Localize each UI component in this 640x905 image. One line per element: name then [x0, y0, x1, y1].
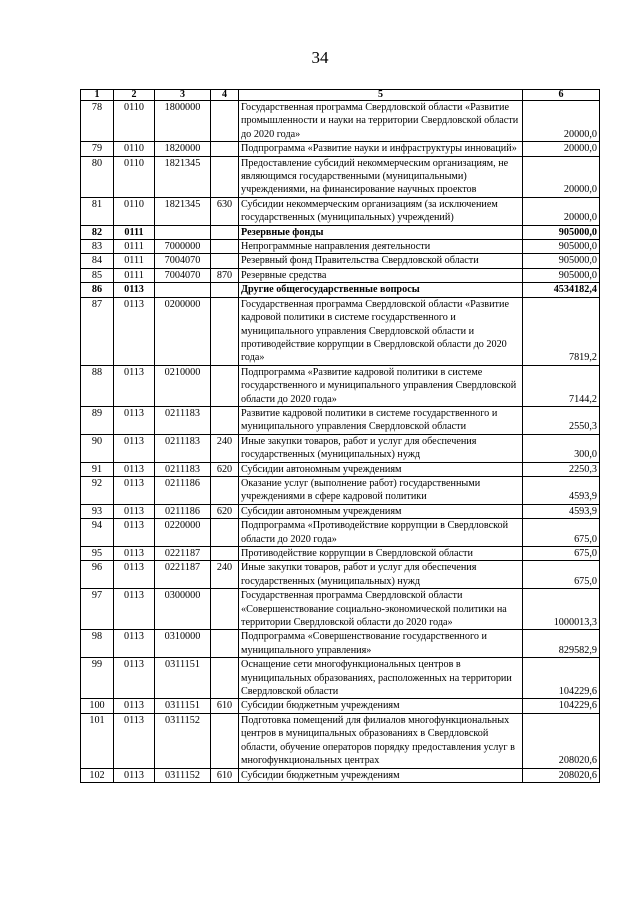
article-code-cell: 0311152 [155, 768, 211, 782]
expense-type-cell [211, 713, 239, 768]
table-row [81, 561, 600, 589]
article-code-cell: 0211183 [155, 406, 211, 434]
item-name-cell: Государственная программа Свердловской области «Развитие промышленности и науки на территории Свердловской области до 2020 года» [239, 101, 523, 142]
article-code-cell: 1800000 [155, 101, 211, 142]
section-code-cell: 0113 [114, 476, 155, 504]
section-code-cell: 0113 [114, 283, 155, 297]
row-number-cell: 97 [81, 589, 114, 630]
table-row [81, 197, 600, 225]
item-name-cell: Подпрограмма «Развитие науки и инфраструктуры инноваций» [239, 142, 523, 156]
expense-type-cell [211, 225, 239, 239]
row-number-cell: 87 [81, 297, 114, 365]
amount-cell: 905000,0 [523, 240, 600, 254]
article-code-cell: 0311151 [155, 658, 211, 699]
section-code-cell: 0110 [114, 142, 155, 156]
table-row [81, 297, 600, 365]
article-code-cell [155, 283, 211, 297]
expense-type-cell [211, 406, 239, 434]
column-header: 6 [523, 90, 600, 101]
item-name-cell: Подпрограмма «Противодействие коррупции в Свердловской области до 2020 года» [239, 519, 523, 547]
table-row [81, 283, 600, 297]
section-code-cell: 0113 [114, 365, 155, 406]
article-code-cell: 0311152 [155, 713, 211, 768]
expense-type-cell [211, 476, 239, 504]
table-row [81, 462, 600, 476]
amount-cell: 7819,2 [523, 297, 600, 365]
section-code-cell: 0113 [114, 589, 155, 630]
amount-cell: 7144,2 [523, 365, 600, 406]
item-name-cell: Оказание услуг (выполнение работ) государственными учреждениями в сфере кадровой политики [239, 476, 523, 504]
item-name-cell: Субсидии автономным учреждениям [239, 462, 523, 476]
table-row [81, 434, 600, 462]
table-row [81, 156, 600, 197]
section-code-cell: 0113 [114, 406, 155, 434]
section-code-cell: 0113 [114, 462, 155, 476]
table-row [81, 268, 600, 282]
item-name-cell: Другие общегосударственные вопросы [239, 283, 523, 297]
amount-cell: 20000,0 [523, 156, 600, 197]
article-code-cell: 0200000 [155, 297, 211, 365]
item-name-cell: Оснащение сети многофункциональных центров в муниципальных образованиях, расположенных на территории Свердловской области [239, 658, 523, 699]
row-number-cell: 99 [81, 658, 114, 699]
amount-cell: 675,0 [523, 547, 600, 561]
section-code-cell: 0113 [114, 630, 155, 658]
section-code-cell: 0113 [114, 297, 155, 365]
expense-type-cell [211, 142, 239, 156]
amount-cell: 829582,9 [523, 630, 600, 658]
table-row [81, 240, 600, 254]
item-name-cell: Предоставление субсидий некоммерческим организациям, не являющимся государственными (муниципальными) учреждениями, на финансирование научных проектов [239, 156, 523, 197]
row-number-cell: 94 [81, 519, 114, 547]
article-code-cell: 0211186 [155, 476, 211, 504]
column-header: 3 [155, 90, 211, 101]
expense-type-cell [211, 240, 239, 254]
expense-type-cell [211, 547, 239, 561]
amount-cell: 104229,6 [523, 699, 600, 713]
table-row [81, 547, 600, 561]
row-number-cell: 95 [81, 547, 114, 561]
article-code-cell: 0311151 [155, 699, 211, 713]
row-number-cell: 91 [81, 462, 114, 476]
row-number-cell: 93 [81, 504, 114, 518]
article-code-cell: 0211183 [155, 462, 211, 476]
expense-type-cell: 620 [211, 504, 239, 518]
article-code-cell: 0220000 [155, 519, 211, 547]
row-number-cell: 100 [81, 699, 114, 713]
article-code-cell: 7004070 [155, 254, 211, 268]
row-number-cell: 92 [81, 476, 114, 504]
table-row [81, 519, 600, 547]
table-row [81, 225, 600, 239]
amount-cell: 208020,6 [523, 713, 600, 768]
article-code-cell: 1821345 [155, 197, 211, 225]
article-code-cell: 0310000 [155, 630, 211, 658]
article-code-cell: 0300000 [155, 589, 211, 630]
amount-cell: 905000,0 [523, 254, 600, 268]
row-number-cell: 88 [81, 365, 114, 406]
item-name-cell: Противодействие коррупции в Свердловской области [239, 547, 523, 561]
table-row [81, 254, 600, 268]
item-name-cell: Субсидии некоммерческим организациям (за исключением государственных (муниципальных) учреждений) [239, 197, 523, 225]
expense-type-cell [211, 156, 239, 197]
amount-cell: 20000,0 [523, 142, 600, 156]
row-number-cell: 79 [81, 142, 114, 156]
table-row [81, 406, 600, 434]
amount-cell: 905000,0 [523, 268, 600, 282]
expense-type-cell [211, 658, 239, 699]
section-code-cell: 0113 [114, 434, 155, 462]
table-row [81, 630, 600, 658]
expense-type-cell [211, 254, 239, 268]
table-row [81, 699, 600, 713]
item-name-cell: Иные закупки товаров, работ и услуг для обеспечения государственных (муниципальных) нужд [239, 434, 523, 462]
row-number-cell: 83 [81, 240, 114, 254]
expense-type-cell: 630 [211, 197, 239, 225]
section-code-cell: 0110 [114, 197, 155, 225]
item-name-cell: Резервный фонд Правительства Свердловской области [239, 254, 523, 268]
row-number-cell: 89 [81, 406, 114, 434]
section-code-cell: 0113 [114, 547, 155, 561]
section-code-cell: 0113 [114, 658, 155, 699]
item-name-cell: Резервные средства [239, 268, 523, 282]
amount-cell: 2550,3 [523, 406, 600, 434]
article-code-cell: 7000000 [155, 240, 211, 254]
amount-cell: 4534182,4 [523, 283, 600, 297]
table-row [81, 768, 600, 782]
row-number-cell: 81 [81, 197, 114, 225]
article-code-cell: 0211183 [155, 434, 211, 462]
amount-cell: 2250,3 [523, 462, 600, 476]
table-row [81, 504, 600, 518]
article-code-cell: 1820000 [155, 142, 211, 156]
expense-type-cell: 240 [211, 434, 239, 462]
expense-type-cell: 870 [211, 268, 239, 282]
item-name-cell: Государственная программа Свердловской области «Развитие кадровой политики в системе государственного и муниципального управления Свердловской области и противодействие коррупции в Свердловской области до 2020 года» [239, 297, 523, 365]
column-header: 2 [114, 90, 155, 101]
row-number-cell: 84 [81, 254, 114, 268]
section-code-cell: 0111 [114, 240, 155, 254]
row-number-cell: 82 [81, 225, 114, 239]
item-name-cell: Подготовка помещений для филиалов многофункциональных центров в муниципальных образованиях в Свердловской области, обучение операторов порядку предоставления услуг в многофункциональных центрах [239, 713, 523, 768]
amount-cell: 675,0 [523, 519, 600, 547]
expense-type-cell [211, 101, 239, 142]
table-row [81, 658, 600, 699]
expense-type-cell [211, 630, 239, 658]
article-code-cell: 0221187 [155, 561, 211, 589]
table-header-row [81, 90, 600, 101]
budget-table [80, 89, 600, 783]
item-name-cell: Резервные фонды [239, 225, 523, 239]
section-code-cell: 0110 [114, 156, 155, 197]
amount-cell: 4593,9 [523, 504, 600, 518]
amount-cell: 300,0 [523, 434, 600, 462]
table-row [81, 142, 600, 156]
article-code-cell [155, 225, 211, 239]
item-name-cell: Субсидии бюджетным учреждениям [239, 699, 523, 713]
table-row [81, 589, 600, 630]
item-name-cell: Субсидии автономным учреждениям [239, 504, 523, 518]
amount-cell: 20000,0 [523, 197, 600, 225]
item-name-cell: Государственная программа Свердловской области «Совершенствование социально-экономической политики на территории Свердловской области до 2020 года» [239, 589, 523, 630]
section-code-cell: 0111 [114, 254, 155, 268]
section-code-cell: 0113 [114, 519, 155, 547]
section-code-cell: 0113 [114, 504, 155, 518]
section-code-cell: 0113 [114, 713, 155, 768]
table-row [81, 365, 600, 406]
article-code-cell: 0211186 [155, 504, 211, 518]
amount-cell: 1000013,3 [523, 589, 600, 630]
row-number-cell: 96 [81, 561, 114, 589]
item-name-cell: Субсидии бюджетным учреждениям [239, 768, 523, 782]
section-code-cell: 0113 [114, 699, 155, 713]
item-name-cell: Подпрограмма «Совершенствование государственного и муниципального управления» [239, 630, 523, 658]
expense-type-cell [211, 365, 239, 406]
row-number-cell: 98 [81, 630, 114, 658]
column-header: 4 [211, 90, 239, 101]
expense-type-cell: 240 [211, 561, 239, 589]
row-number-cell: 101 [81, 713, 114, 768]
column-header: 5 [239, 90, 523, 101]
amount-cell: 675,0 [523, 561, 600, 589]
table-row [81, 713, 600, 768]
expense-type-cell [211, 297, 239, 365]
article-code-cell: 0221187 [155, 547, 211, 561]
expense-type-cell [211, 519, 239, 547]
table-row [81, 476, 600, 504]
expense-type-cell: 620 [211, 462, 239, 476]
article-code-cell: 1821345 [155, 156, 211, 197]
item-name-cell: Подпрограмма «Развитие кадровой политики в системе государственного и муниципального управления Свердловской области до 2020 года» [239, 365, 523, 406]
article-code-cell: 7004070 [155, 268, 211, 282]
item-name-cell: Развитие кадровой политики в системе государственного и муниципального управления Свердловской области [239, 406, 523, 434]
row-number-cell: 78 [81, 101, 114, 142]
article-code-cell: 0210000 [155, 365, 211, 406]
section-code-cell: 0113 [114, 768, 155, 782]
amount-cell: 905000,0 [523, 225, 600, 239]
section-code-cell: 0111 [114, 268, 155, 282]
expense-type-cell: 610 [211, 699, 239, 713]
section-code-cell: 0113 [114, 561, 155, 589]
row-number-cell: 102 [81, 768, 114, 782]
section-code-cell: 0110 [114, 101, 155, 142]
page-number: 34 [311, 48, 329, 67]
row-number-cell: 85 [81, 268, 114, 282]
amount-cell: 104229,6 [523, 658, 600, 699]
item-name-cell: Непрограммные направления деятельности [239, 240, 523, 254]
item-name-cell: Иные закупки товаров, работ и услуг для обеспечения государственных (муниципальных) нужд [239, 561, 523, 589]
table-row [81, 101, 600, 142]
section-code-cell: 0111 [114, 225, 155, 239]
expense-type-cell [211, 589, 239, 630]
column-header: 1 [81, 90, 114, 101]
amount-cell: 4593,9 [523, 476, 600, 504]
row-number-cell: 86 [81, 283, 114, 297]
row-number-cell: 80 [81, 156, 114, 197]
amount-cell: 20000,0 [523, 101, 600, 142]
amount-cell: 208020,6 [523, 768, 600, 782]
expense-type-cell [211, 283, 239, 297]
expense-type-cell: 610 [211, 768, 239, 782]
row-number-cell: 90 [81, 434, 114, 462]
